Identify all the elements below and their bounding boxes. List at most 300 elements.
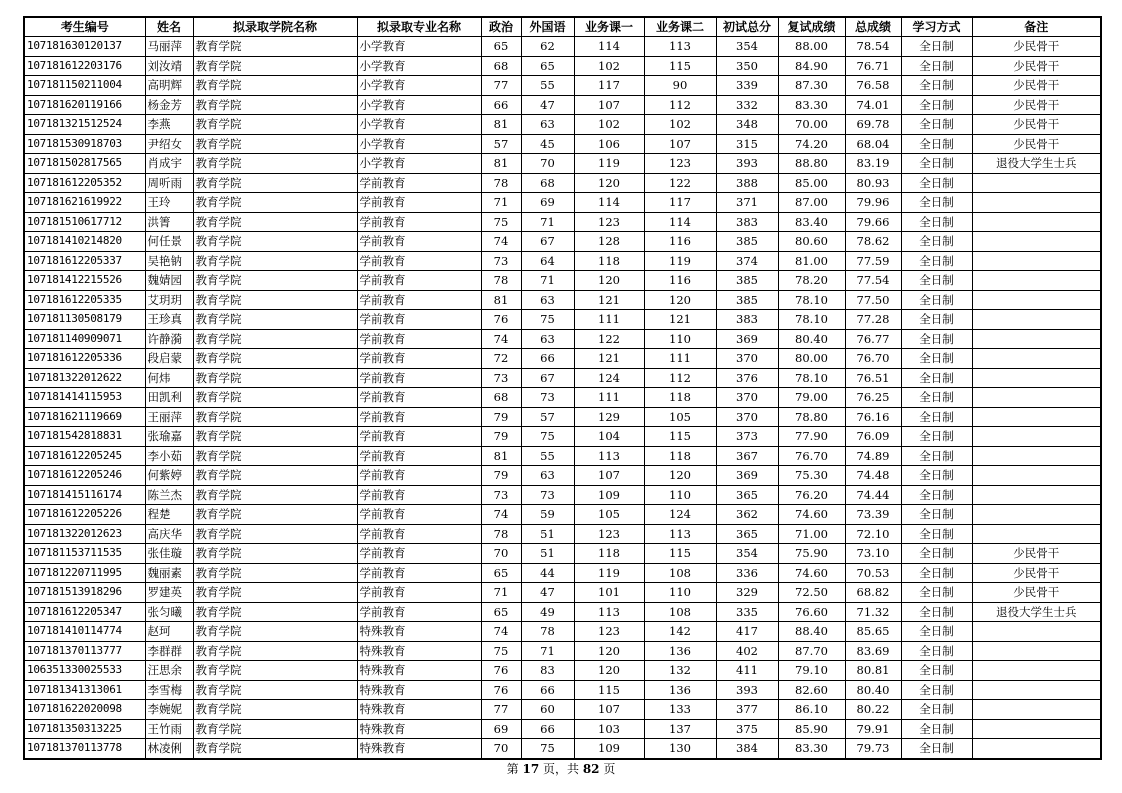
cell-course-two: 124 xyxy=(644,505,716,525)
cell-remarks xyxy=(972,661,1101,681)
cell-college: 教育学院 xyxy=(193,212,357,232)
cell-major: 小学教育 xyxy=(357,115,481,135)
cell-course-two: 136 xyxy=(644,680,716,700)
cell-course-one: 102 xyxy=(574,115,644,135)
cell-foreign-language: 55 xyxy=(521,76,574,96)
cell-foreign-language: 73 xyxy=(521,485,574,505)
cell-major: 小学教育 xyxy=(357,37,481,57)
cell-major: 学前教育 xyxy=(357,427,481,447)
cell-foreign-language: 71 xyxy=(521,641,574,661)
cell-retest-score: 70.00 xyxy=(778,115,845,135)
cell-total-score: 71.32 xyxy=(845,602,901,622)
cell-course-one: 129 xyxy=(574,407,644,427)
cell-candidate-id: 107181612205336 xyxy=(24,349,145,369)
cell-initial-total: 417 xyxy=(716,622,778,642)
cell-college: 教育学院 xyxy=(193,427,357,447)
cell-course-two: 115 xyxy=(644,56,716,76)
cell-name: 刘汝靖 xyxy=(145,56,193,76)
cell-course-two: 110 xyxy=(644,583,716,603)
cell-study-mode: 全日制 xyxy=(901,622,972,642)
cell-college: 教育学院 xyxy=(193,407,357,427)
cell-course-one: 104 xyxy=(574,427,644,447)
cell-candidate-id: 107181612205226 xyxy=(24,505,145,525)
cell-remarks: 退役大学生士兵 xyxy=(972,154,1101,174)
cell-foreign-language: 71 xyxy=(521,271,574,291)
cell-study-mode: 全日制 xyxy=(901,466,972,486)
cell-name: 段启蒙 xyxy=(145,349,193,369)
cell-study-mode: 全日制 xyxy=(901,95,972,115)
cell-name: 肖成宇 xyxy=(145,154,193,174)
cell-initial-total: 362 xyxy=(716,505,778,525)
cell-initial-total: 385 xyxy=(716,271,778,291)
cell-major: 学前教育 xyxy=(357,193,481,213)
cell-total-score: 70.53 xyxy=(845,563,901,583)
cell-college: 教育学院 xyxy=(193,661,357,681)
cell-total-score: 77.59 xyxy=(845,251,901,271)
cell-politics: 73 xyxy=(481,251,521,271)
cell-politics: 76 xyxy=(481,310,521,330)
cell-total-score: 74.44 xyxy=(845,485,901,505)
cell-major: 学前教育 xyxy=(357,485,481,505)
cell-study-mode: 全日制 xyxy=(901,602,972,622)
header-politics: 政治 xyxy=(481,17,521,37)
cell-college: 教育学院 xyxy=(193,37,357,57)
table-row xyxy=(24,388,1101,408)
cell-foreign-language: 73 xyxy=(521,388,574,408)
cell-initial-total: 383 xyxy=(716,212,778,232)
cell-remarks: 少民骨干 xyxy=(972,563,1101,583)
cell-politics: 70 xyxy=(481,544,521,564)
cell-college: 教育学院 xyxy=(193,544,357,564)
cell-course-one: 123 xyxy=(574,622,644,642)
cell-retest-score: 74.60 xyxy=(778,563,845,583)
cell-course-two: 110 xyxy=(644,485,716,505)
cell-study-mode: 全日制 xyxy=(901,719,972,739)
cell-total-score: 68.82 xyxy=(845,583,901,603)
cell-initial-total: 354 xyxy=(716,544,778,564)
cell-remarks: 少民骨干 xyxy=(972,134,1101,154)
cell-name: 洪箐 xyxy=(145,212,193,232)
cell-study-mode: 全日制 xyxy=(901,310,972,330)
table-row xyxy=(24,56,1101,76)
cell-study-mode: 全日制 xyxy=(901,115,972,135)
cell-course-one: 120 xyxy=(574,661,644,681)
cell-remarks: 少民骨干 xyxy=(972,95,1101,115)
cell-candidate-id: 106351330025533 xyxy=(24,661,145,681)
cell-foreign-language: 47 xyxy=(521,95,574,115)
cell-study-mode: 全日制 xyxy=(901,680,972,700)
cell-politics: 81 xyxy=(481,115,521,135)
cell-candidate-id: 107181620119166 xyxy=(24,95,145,115)
cell-foreign-language: 67 xyxy=(521,232,574,252)
cell-foreign-language: 63 xyxy=(521,466,574,486)
cell-retest-score: 76.70 xyxy=(778,446,845,466)
cell-college: 教育学院 xyxy=(193,329,357,349)
footer-suffix: 页 xyxy=(599,762,616,776)
cell-name: 高明辉 xyxy=(145,76,193,96)
header-total-score: 总成绩 xyxy=(845,17,901,37)
table-row xyxy=(24,115,1101,135)
cell-candidate-id: 107181350313225 xyxy=(24,719,145,739)
cell-retest-score: 80.00 xyxy=(778,349,845,369)
cell-course-two: 120 xyxy=(644,290,716,310)
cell-course-one: 117 xyxy=(574,76,644,96)
table-row xyxy=(24,310,1101,330)
cell-college: 教育学院 xyxy=(193,622,357,642)
cell-course-two: 123 xyxy=(644,154,716,174)
cell-total-score: 72.10 xyxy=(845,524,901,544)
cell-college: 教育学院 xyxy=(193,505,357,525)
cell-course-one: 124 xyxy=(574,368,644,388)
cell-name: 魏丽素 xyxy=(145,563,193,583)
cell-name: 何紫婷 xyxy=(145,466,193,486)
cell-major: 学前教育 xyxy=(357,271,481,291)
cell-name: 何任景 xyxy=(145,232,193,252)
cell-study-mode: 全日制 xyxy=(901,407,972,427)
cell-course-two: 116 xyxy=(644,232,716,252)
cell-course-one: 114 xyxy=(574,193,644,213)
cell-initial-total: 335 xyxy=(716,602,778,622)
cell-study-mode: 全日制 xyxy=(901,700,972,720)
cell-major: 学前教育 xyxy=(357,329,481,349)
table-row xyxy=(24,349,1101,369)
cell-name: 赵珂 xyxy=(145,622,193,642)
cell-college: 教育学院 xyxy=(193,251,357,271)
cell-major: 学前教育 xyxy=(357,173,481,193)
cell-candidate-id: 107181612205352 xyxy=(24,173,145,193)
cell-initial-total: 370 xyxy=(716,407,778,427)
cell-initial-total: 332 xyxy=(716,95,778,115)
cell-politics: 79 xyxy=(481,427,521,447)
cell-foreign-language: 45 xyxy=(521,134,574,154)
cell-retest-score: 78.20 xyxy=(778,271,845,291)
cell-total-score: 76.16 xyxy=(845,407,901,427)
table-row xyxy=(24,134,1101,154)
cell-study-mode: 全日制 xyxy=(901,271,972,291)
cell-major: 学前教育 xyxy=(357,524,481,544)
cell-retest-score: 88.40 xyxy=(778,622,845,642)
cell-course-one: 106 xyxy=(574,134,644,154)
cell-politics: 72 xyxy=(481,349,521,369)
cell-retest-score: 84.90 xyxy=(778,56,845,76)
cell-initial-total: 329 xyxy=(716,583,778,603)
cell-total-score: 80.22 xyxy=(845,700,901,720)
cell-remarks xyxy=(972,388,1101,408)
cell-study-mode: 全日制 xyxy=(901,56,972,76)
cell-retest-score: 75.90 xyxy=(778,544,845,564)
cell-total-score: 83.19 xyxy=(845,154,901,174)
cell-name: 李婉妮 xyxy=(145,700,193,720)
cell-politics: 81 xyxy=(481,154,521,174)
cell-study-mode: 全日制 xyxy=(901,329,972,349)
cell-retest-score: 88.00 xyxy=(778,37,845,57)
cell-foreign-language: 69 xyxy=(521,193,574,213)
cell-politics: 78 xyxy=(481,173,521,193)
cell-remarks xyxy=(972,485,1101,505)
cell-total-score: 76.70 xyxy=(845,349,901,369)
table-row xyxy=(24,154,1101,174)
cell-politics: 78 xyxy=(481,524,521,544)
cell-college: 教育学院 xyxy=(193,232,357,252)
cell-politics: 79 xyxy=(481,407,521,427)
cell-name: 林凌俐 xyxy=(145,739,193,759)
cell-politics: 77 xyxy=(481,700,521,720)
cell-major: 学前教育 xyxy=(357,544,481,564)
cell-course-one: 107 xyxy=(574,466,644,486)
cell-course-two: 116 xyxy=(644,271,716,291)
admission-list-sheet xyxy=(23,16,1100,760)
cell-course-one: 118 xyxy=(574,544,644,564)
cell-foreign-language: 66 xyxy=(521,719,574,739)
cell-major: 小学教育 xyxy=(357,154,481,174)
cell-major: 小学教育 xyxy=(357,134,481,154)
cell-retest-score: 76.60 xyxy=(778,602,845,622)
cell-remarks: 退役大学生士兵 xyxy=(972,602,1101,622)
cell-major: 学前教育 xyxy=(357,505,481,525)
cell-major: 学前教育 xyxy=(357,563,481,583)
cell-remarks: 少民骨干 xyxy=(972,115,1101,135)
cell-remarks: 少民骨干 xyxy=(972,56,1101,76)
cell-candidate-id: 107181412215526 xyxy=(24,271,145,291)
table-row xyxy=(24,95,1101,115)
cell-study-mode: 全日制 xyxy=(901,583,972,603)
header-name: 姓名 xyxy=(145,17,193,37)
cell-study-mode: 全日制 xyxy=(901,290,972,310)
cell-course-two: 115 xyxy=(644,544,716,564)
cell-foreign-language: 66 xyxy=(521,680,574,700)
cell-remarks xyxy=(972,212,1101,232)
cell-initial-total: 393 xyxy=(716,680,778,700)
cell-foreign-language: 60 xyxy=(521,700,574,720)
cell-course-one: 102 xyxy=(574,56,644,76)
cell-college: 教育学院 xyxy=(193,271,357,291)
cell-course-two: 113 xyxy=(644,37,716,57)
cell-foreign-language: 51 xyxy=(521,544,574,564)
header-course-one: 业务课一 xyxy=(574,17,644,37)
cell-course-two: 90 xyxy=(644,76,716,96)
table-row xyxy=(24,193,1101,213)
table-row xyxy=(24,368,1101,388)
cell-course-two: 108 xyxy=(644,563,716,583)
cell-name: 何炜 xyxy=(145,368,193,388)
cell-foreign-language: 75 xyxy=(521,427,574,447)
cell-politics: 79 xyxy=(481,466,521,486)
cell-total-score: 77.54 xyxy=(845,271,901,291)
cell-college: 教育学院 xyxy=(193,700,357,720)
cell-initial-total: 376 xyxy=(716,368,778,388)
cell-course-one: 107 xyxy=(574,700,644,720)
cell-total-score: 79.91 xyxy=(845,719,901,739)
table-row xyxy=(24,739,1101,759)
header-initial-total: 初试总分 xyxy=(716,17,778,37)
cell-initial-total: 371 xyxy=(716,193,778,213)
table-row xyxy=(24,524,1101,544)
cell-study-mode: 全日制 xyxy=(901,134,972,154)
header-study-mode: 学习方式 xyxy=(901,17,972,37)
cell-study-mode: 全日制 xyxy=(901,524,972,544)
cell-name: 张佳璇 xyxy=(145,544,193,564)
cell-college: 教育学院 xyxy=(193,349,357,369)
cell-course-one: 120 xyxy=(574,641,644,661)
cell-course-one: 105 xyxy=(574,505,644,525)
cell-foreign-language: 57 xyxy=(521,407,574,427)
cell-foreign-language: 59 xyxy=(521,505,574,525)
cell-major: 学前教育 xyxy=(357,407,481,427)
cell-initial-total: 348 xyxy=(716,115,778,135)
cell-initial-total: 369 xyxy=(716,466,778,486)
cell-politics: 76 xyxy=(481,680,521,700)
cell-college: 教育学院 xyxy=(193,154,357,174)
cell-initial-total: 367 xyxy=(716,446,778,466)
cell-college: 教育学院 xyxy=(193,739,357,759)
cell-foreign-language: 62 xyxy=(521,37,574,57)
cell-college: 教育学院 xyxy=(193,193,357,213)
cell-remarks xyxy=(972,680,1101,700)
table-row xyxy=(24,641,1101,661)
cell-candidate-id: 107181630120137 xyxy=(24,37,145,57)
cell-candidate-id: 107181612205347 xyxy=(24,602,145,622)
table-row xyxy=(24,622,1101,642)
cell-politics: 71 xyxy=(481,583,521,603)
cell-major: 学前教育 xyxy=(357,310,481,330)
cell-retest-score: 76.20 xyxy=(778,485,845,505)
table-row xyxy=(24,583,1101,603)
cell-major: 学前教育 xyxy=(357,251,481,271)
cell-retest-score: 78.10 xyxy=(778,368,845,388)
cell-name: 李小茹 xyxy=(145,446,193,466)
cell-name: 罗建英 xyxy=(145,583,193,603)
cell-remarks xyxy=(972,368,1101,388)
cell-candidate-id: 107181513918296 xyxy=(24,583,145,603)
cell-remarks xyxy=(972,251,1101,271)
cell-politics: 68 xyxy=(481,56,521,76)
cell-name: 王玲 xyxy=(145,193,193,213)
cell-initial-total: 374 xyxy=(716,251,778,271)
cell-name: 王丽萍 xyxy=(145,407,193,427)
cell-foreign-language: 63 xyxy=(521,290,574,310)
cell-course-one: 122 xyxy=(574,329,644,349)
cell-foreign-language: 75 xyxy=(521,739,574,759)
cell-politics: 81 xyxy=(481,290,521,310)
cell-retest-score: 80.40 xyxy=(778,329,845,349)
header-remarks: 备注 xyxy=(972,17,1101,37)
cell-course-two: 111 xyxy=(644,349,716,369)
cell-remarks xyxy=(972,407,1101,427)
admission-table xyxy=(23,16,1102,760)
cell-remarks: 少民骨干 xyxy=(972,583,1101,603)
cell-college: 教育学院 xyxy=(193,641,357,661)
cell-retest-score: 87.00 xyxy=(778,193,845,213)
cell-study-mode: 全日制 xyxy=(901,173,972,193)
cell-initial-total: 385 xyxy=(716,232,778,252)
cell-retest-score: 85.90 xyxy=(778,719,845,739)
table-row xyxy=(24,251,1101,271)
cell-course-one: 115 xyxy=(574,680,644,700)
cell-college: 教育学院 xyxy=(193,602,357,622)
cell-college: 教育学院 xyxy=(193,56,357,76)
cell-initial-total: 369 xyxy=(716,329,778,349)
cell-initial-total: 393 xyxy=(716,154,778,174)
cell-course-two: 130 xyxy=(644,739,716,759)
cell-course-two: 115 xyxy=(644,427,716,447)
cell-retest-score: 82.60 xyxy=(778,680,845,700)
cell-initial-total: 336 xyxy=(716,563,778,583)
cell-college: 教育学院 xyxy=(193,95,357,115)
table-row xyxy=(24,680,1101,700)
cell-major: 特殊教育 xyxy=(357,661,481,681)
cell-course-two: 119 xyxy=(644,251,716,271)
cell-candidate-id: 107181140909071 xyxy=(24,329,145,349)
cell-college: 教育学院 xyxy=(193,524,357,544)
cell-course-one: 111 xyxy=(574,388,644,408)
cell-study-mode: 全日制 xyxy=(901,368,972,388)
cell-major: 学前教育 xyxy=(357,602,481,622)
cell-retest-score: 74.20 xyxy=(778,134,845,154)
table-row xyxy=(24,700,1101,720)
cell-politics: 75 xyxy=(481,641,521,661)
cell-candidate-id: 107181150211004 xyxy=(24,76,145,96)
cell-remarks xyxy=(972,193,1101,213)
cell-initial-total: 402 xyxy=(716,641,778,661)
cell-retest-score: 80.60 xyxy=(778,232,845,252)
cell-remarks xyxy=(972,329,1101,349)
cell-name: 马丽萍 xyxy=(145,37,193,57)
cell-course-two: 112 xyxy=(644,368,716,388)
cell-foreign-language: 49 xyxy=(521,602,574,622)
table-row xyxy=(24,602,1101,622)
cell-retest-score: 85.00 xyxy=(778,173,845,193)
cell-total-score: 79.73 xyxy=(845,739,901,759)
cell-study-mode: 全日制 xyxy=(901,563,972,583)
cell-course-two: 102 xyxy=(644,115,716,135)
cell-course-one: 121 xyxy=(574,349,644,369)
cell-retest-score: 87.30 xyxy=(778,76,845,96)
cell-name: 王珍真 xyxy=(145,310,193,330)
cell-candidate-id: 107181510617712 xyxy=(24,212,145,232)
table-row xyxy=(24,661,1101,681)
cell-course-one: 109 xyxy=(574,485,644,505)
cell-foreign-language: 63 xyxy=(521,115,574,135)
cell-retest-score: 79.00 xyxy=(778,388,845,408)
cell-candidate-id: 107181414115953 xyxy=(24,388,145,408)
table-row xyxy=(24,485,1101,505)
table-row xyxy=(24,446,1101,466)
cell-initial-total: 411 xyxy=(716,661,778,681)
cell-major: 小学教育 xyxy=(357,56,481,76)
cell-course-two: 120 xyxy=(644,466,716,486)
footer-page-number: 17 xyxy=(522,762,540,776)
cell-politics: 76 xyxy=(481,661,521,681)
cell-college: 教育学院 xyxy=(193,466,357,486)
cell-politics: 68 xyxy=(481,388,521,408)
cell-name: 尹绍女 xyxy=(145,134,193,154)
cell-remarks xyxy=(972,271,1101,291)
cell-remarks xyxy=(972,466,1101,486)
cell-name: 杨金芳 xyxy=(145,95,193,115)
header-college: 拟录取学院名称 xyxy=(193,17,357,37)
cell-name: 吴艳钠 xyxy=(145,251,193,271)
cell-candidate-id: 107181612205337 xyxy=(24,251,145,271)
cell-candidate-id: 107181370113777 xyxy=(24,641,145,661)
cell-name: 王竹雨 xyxy=(145,719,193,739)
header-major: 拟录取专业名称 xyxy=(357,17,481,37)
cell-college: 教育学院 xyxy=(193,719,357,739)
cell-politics: 75 xyxy=(481,212,521,232)
cell-total-score: 77.50 xyxy=(845,290,901,310)
cell-remarks: 少民骨干 xyxy=(972,76,1101,96)
cell-foreign-language: 68 xyxy=(521,173,574,193)
cell-candidate-id: 107181621119669 xyxy=(24,407,145,427)
